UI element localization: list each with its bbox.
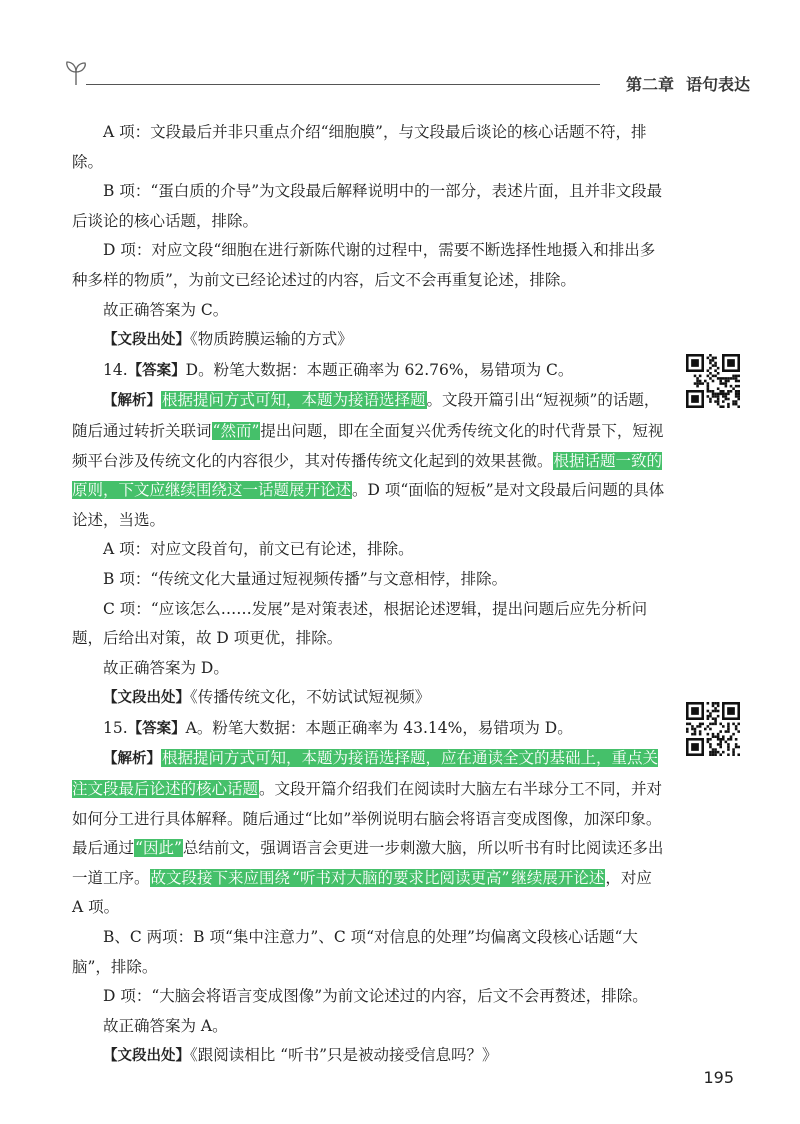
paragraph: 故正确答案为 D。 [103,658,229,677]
header-rule [86,84,600,85]
paragraph: C 项：“应该怎么……发展”是对策表述，根据论述逻辑，提出问题后应先分析问题，后给出对策，故 D 项更优，排除。 [72,599,648,648]
analysis-tag: 【解析】 [103,393,161,410]
paragraph: 故正确答案为 A。 [103,1016,228,1035]
question-number: 15. [103,718,128,737]
highlight: 继续展开论述 [511,868,605,887]
analysis-tag: 【解析】 [103,751,161,768]
highlight: “听书对大脑的要求比阅读更高” [292,868,510,887]
question-number: 14. [103,360,128,379]
analysis-text: 提出问题，即在全面复兴优秀传统文化的时代背景下，短视频平台涉及传统文化的内容很少，其对传播传统文化起到的效果甚微。 [72,421,664,470]
paragraph: A 项：文段最后并非只重点介绍“细胞膜”，与文段最后谈论的核心话题不符，排除。 [72,123,647,171]
chapter-number: 第二章 [625,75,674,94]
analysis-text: 。文段开篇介绍我们在阅读时大脑左右半球分工不同，并对如何分工进行具体解释。随后通过“比如”举例说明右脑会将语言变成图像，加深印象。最后通过 [72,780,663,858]
paragraph: D 项：对应文段“细胞在进行新陈代谢的过程中，需要不断选择性地摄入和排出多种多样的物质”，为前文已经论述过的内容，后文不会再重复论述，排除。 [72,241,656,289]
source-tag: 【文段出处】 [103,332,190,349]
analysis-text: 总结前文，强调语言会更进一步刺激大脑，所以听书有时比阅读还多出一道工序。 [72,839,664,887]
answer-text: D。粉笔大数据：本题正确率为 62.76%，易错项为 C。 [185,360,574,379]
highlight: 根据话题一致的原则，下文应继续围绕这一话题展开论述 [72,451,663,500]
answer-paragraph [72,356,666,387]
page-header [60,58,750,98]
source-paragraph [72,1041,666,1072]
paragraph: B 项：“蛋白质的介导”为文段最后解释说明中的一部分，表述片面，且并非文段最后谈论的核心话题，排除。 [72,182,663,230]
answer-paragraph [72,714,666,745]
analysis-paragraph [72,744,666,923]
chapter-title: 语句表达 [685,75,750,94]
answer-text: A。粉笔大数据：本题正确率为 43.14%，易错项为 D。 [185,718,573,737]
highlight: “然而” [212,421,260,440]
source-paragraph [72,325,666,356]
page-content [72,118,666,1072]
analysis-paragraph [72,386,666,535]
answer-tag: 【答案】 [127,362,186,379]
sprout-icon [64,58,88,86]
source-text: 《跟阅读相比 “听书”只是被动接受信息吗？》 [190,1046,498,1065]
highlight: 根据提问方式可知，本题为接语选择题，应在通读全文的基础上，重点关注文段最后论述的核心话题 [72,749,659,799]
paragraph: 故正确答案为 C。 [103,300,229,319]
answer-tag: 【答案】 [127,720,186,737]
source-tag: 【文段出处】 [103,690,190,707]
qr-code-icon[interactable] [686,702,740,756]
paragraph: B、C 两项：B 项“集中注意力”、C 项“对信息的处理”均偏离文段核心话题“大脑”，排除。 [72,928,638,976]
analysis-text: 。D 项“面临的短板”是对文段最后问题的具体论述，当选。 [72,481,665,529]
highlight: 根据提问方式可知，本题为接语选择题 [162,391,426,410]
paragraph: D 项：“大脑会将语言变成图像”为前文论述过的内容，后文不会再赘述，排除。 [103,987,648,1006]
highlight: 故文段接下来应围绕 [150,868,291,887]
qr-code-icon[interactable] [686,354,740,408]
paragraph: A 项：对应文段首句，前文已有论述，排除。 [103,540,414,559]
source-tag: 【文段出处】 [103,1048,190,1065]
chapter-heading [626,72,750,95]
highlight: “因此” [135,839,182,858]
paragraph: B 项：“传统文化大量通过短视频传播”与文意相悖，排除。 [103,569,508,588]
analysis-text: 。文段开篇引出“短视频”的话题，随后通过转折关联词 [72,391,660,440]
source-text: 《物质跨膜运输的方式》 [190,330,353,349]
source-paragraph [72,683,666,714]
page-number: 195 [703,1068,734,1087]
analysis-text: ，对应 A 项。 [72,868,652,917]
source-text: 《传播传统文化，不妨试试短视频》 [190,688,431,707]
